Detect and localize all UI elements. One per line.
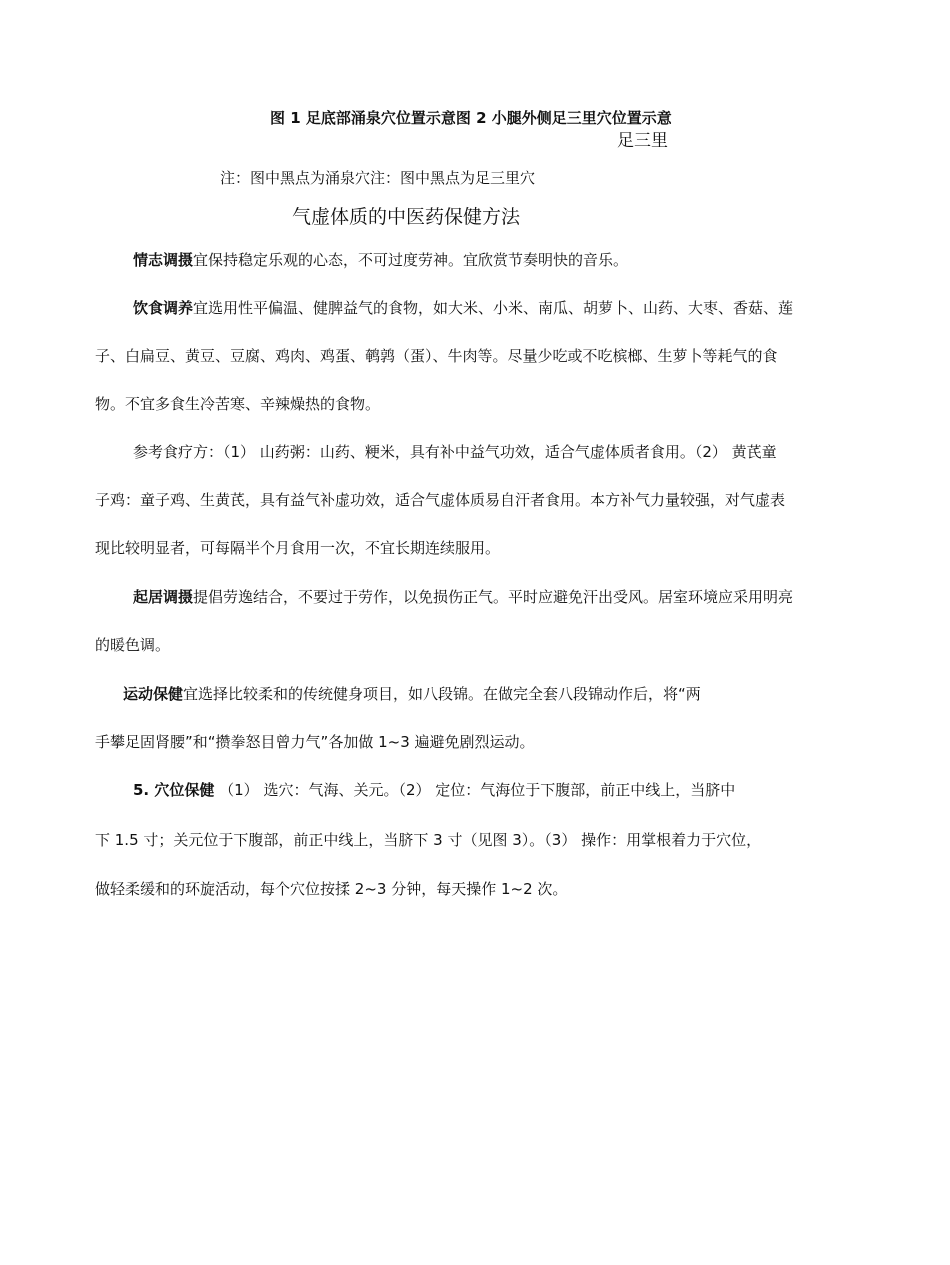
paragraph-text: 子、白扁豆、黄豆、豆腐、鸡肉、鸡蛋、鹌鹑（蛋）、牛肉等。尽量少吃或不吃槟榔、生萝卜等耗气的食 [95,347,778,365]
paragraph-text: 宜保持稳定乐观的心态，不可过度劳神。宜欣赏节奏明快的音乐。 [193,251,629,269]
document-title: 气虚体质的中医药保健方法 [292,206,521,228]
paragraph-recipe: 参考食疗方：（1） 山药粥：山药、粳米，具有补中益气功效，适合气虚体质者食用。（2） 黄芪童 [133,443,777,461]
paragraph-text: 子鸡：童子鸡、生黄芪，具有益气补虚功效，适合气虚体质易自汗者食用。本方补气力量较强，对气虚表 [95,491,786,509]
paragraph-text: 下 1.5 寸；关元位于下腹部，前正中线上，当脐下 3 寸（见图 3）。（3） 操作：用掌根着力于穴位， [95,831,762,849]
paragraph-text: 宜选择比较柔和的传统健身项目，如八段锦。在做完全套八段锦动作后，将“两 [183,685,701,703]
section-heading: 5. 穴位保健 [133,781,215,799]
paragraph-text: 宜选用性平偏温、健脾益气的食物，如大米、小米、南瓜、胡萝卜、山药、大枣、香菇、莲 [193,299,794,317]
figure-note: 注：图中黑点为涌泉穴注：图中黑点为足三里穴 [220,169,536,187]
paragraph-text: （1） 选穴：气海、关元。（2） 定位：气海位于下腹部，前正中线上，当脐中 [214,781,736,799]
paragraph-emotion [133,250,628,270]
paragraph-text: 的暖色调。 [95,636,171,654]
paragraph-exercise [123,684,701,704]
point-label: 足三里 [617,131,668,151]
paragraph-text: 手攀足固肾腰”和“攒拳怒目曾力气”各加做 1~3 遍避免剧烈运动。 [95,733,535,751]
section-heading: 运动保健 [123,685,184,703]
section-heading: 情志调摄 [133,251,194,269]
paragraph-living [133,587,793,607]
paragraph-text: 提倡劳逸结合，不要过于劳作，以免损伤正气。平时应避免汗出受风。居室环境应采用明亮 [193,588,794,606]
paragraph-text: 物。不宜多食生冷苦寒、辛辣燥热的食物。 [95,395,381,413]
paragraph-diet [133,298,793,318]
figure-caption: 图 1 足底部涌泉穴位置示意图 2 小腿外侧足三里穴位置示意 [270,109,672,127]
paragraph-acupoint [133,780,735,800]
section-heading: 起居调摄 [133,588,194,606]
paragraph-text: 现比较明显者，可每隔半个月食用一次，不宜长期连续服用。 [95,539,501,557]
paragraph-text: 做轻柔缓和的环旋活动，每个穴位按揉 2~3 分钟，每天操作 1~2 次。 [95,880,568,898]
section-heading: 饮食调养 [133,299,194,317]
